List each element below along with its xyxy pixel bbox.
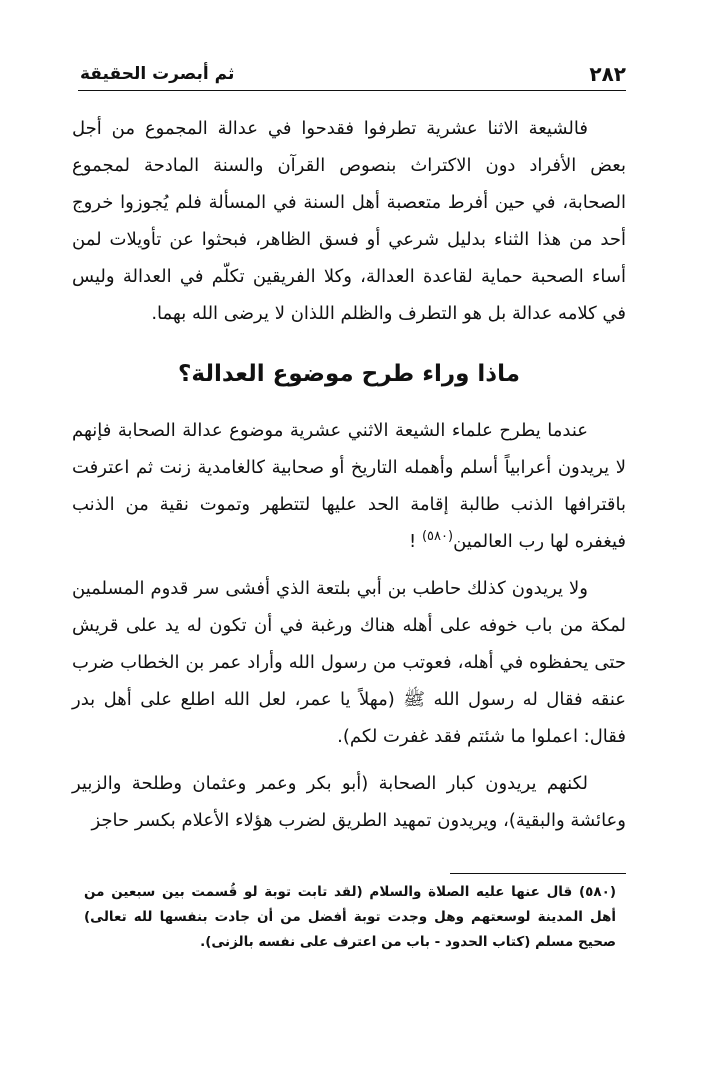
paragraph: لكنهم يريدون كبار الصحابة (أبو بكر وعمر وعثمان وطلحة والزبير وعائشة والبقية)، ويريدون تمهيد الطريق لضرب هؤلاء الأعلام بكسر حاجز bbox=[72, 773, 626, 831]
main-text bbox=[72, 110, 626, 839]
section-heading: ماذا وراء طرح موضوع العدالة؟ bbox=[178, 361, 520, 387]
paragraph: ولا يريدون كذلك حاطب بن أبي بلتعة الذي أفشى سر قدوم المسلمين لمكة من باب خوفه على أهله هناك ورغبة في أن تكون له يد على قريش حتى يحفظوه في أهله، فعوتب من رسول الله وأراد عمر بن الخطاب ضرب عنقه فقال له رسول الله ﷺ (مهلاً يا عمر، لعل الله اطلع على أهل بدر فقال: اعملوا ما شئتم فقد غفرت لكم). bbox=[72, 578, 626, 747]
paragraph-text-end: ! bbox=[409, 531, 422, 552]
paragraph: فالشيعة الاثنا عشرية تطرفوا فقدحوا في عدالة المجموع من أجل بعض الأفراد دون الاكتراث بنصوص القرآن والسنة المادحة لمجموع الصحابة، في حين أفرط متعصبة أهل السنة في المسألة فلم يُجوزوا خروج أحد من هذا الثناء بدليل شرعي أو فسق الظاهر، فبحثوا عن تأويلات لمن أساء الصحبة حماية لقاعدة العدالة، وكلا الفريقين تكلّم في العدالة وليس في كلامه عدالة بل هو التطرف والظلم اللذان لا يرضى الله بهما. bbox=[72, 118, 626, 324]
footnote-separator bbox=[450, 873, 626, 874]
paragraph-text: عندما يطرح علماء الشيعة الاثني عشرية موضوع عدالة الصحابة فإنهم لا يريدون أعرابياً أسلم وأهمله التاريخ أو صحابية كالغامدية زنت ثم اعترفت باقترافها الذنب طالبة إقامة الحد عليها لتتطهر وتموت نقية من الذنب فيغفره لها رب العالمين bbox=[72, 420, 626, 552]
footnote-reference[interactable]: (٥٨٠) bbox=[421, 529, 454, 544]
page-header bbox=[78, 56, 626, 91]
footnote-number: (٥٨٠) bbox=[578, 884, 617, 900]
page-number: ٢٨٢ bbox=[589, 62, 626, 86]
footnote-text: قال عنها عليه الصلاة والسلام (لقد تابت توبة لو قُسمت بين سبعين من أهل المدينة لوسعتهم وهل وجدت توبة أفضل من أن جادت بنفسها لله تعالى) صحيح مسلم (كتاب الحدود - باب من اعترف على نفسه بالزنى). bbox=[84, 884, 616, 950]
paragraph bbox=[72, 412, 626, 560]
footnote bbox=[84, 880, 616, 955]
running-title: ثم أبصرت الحقيقة bbox=[80, 64, 235, 84]
